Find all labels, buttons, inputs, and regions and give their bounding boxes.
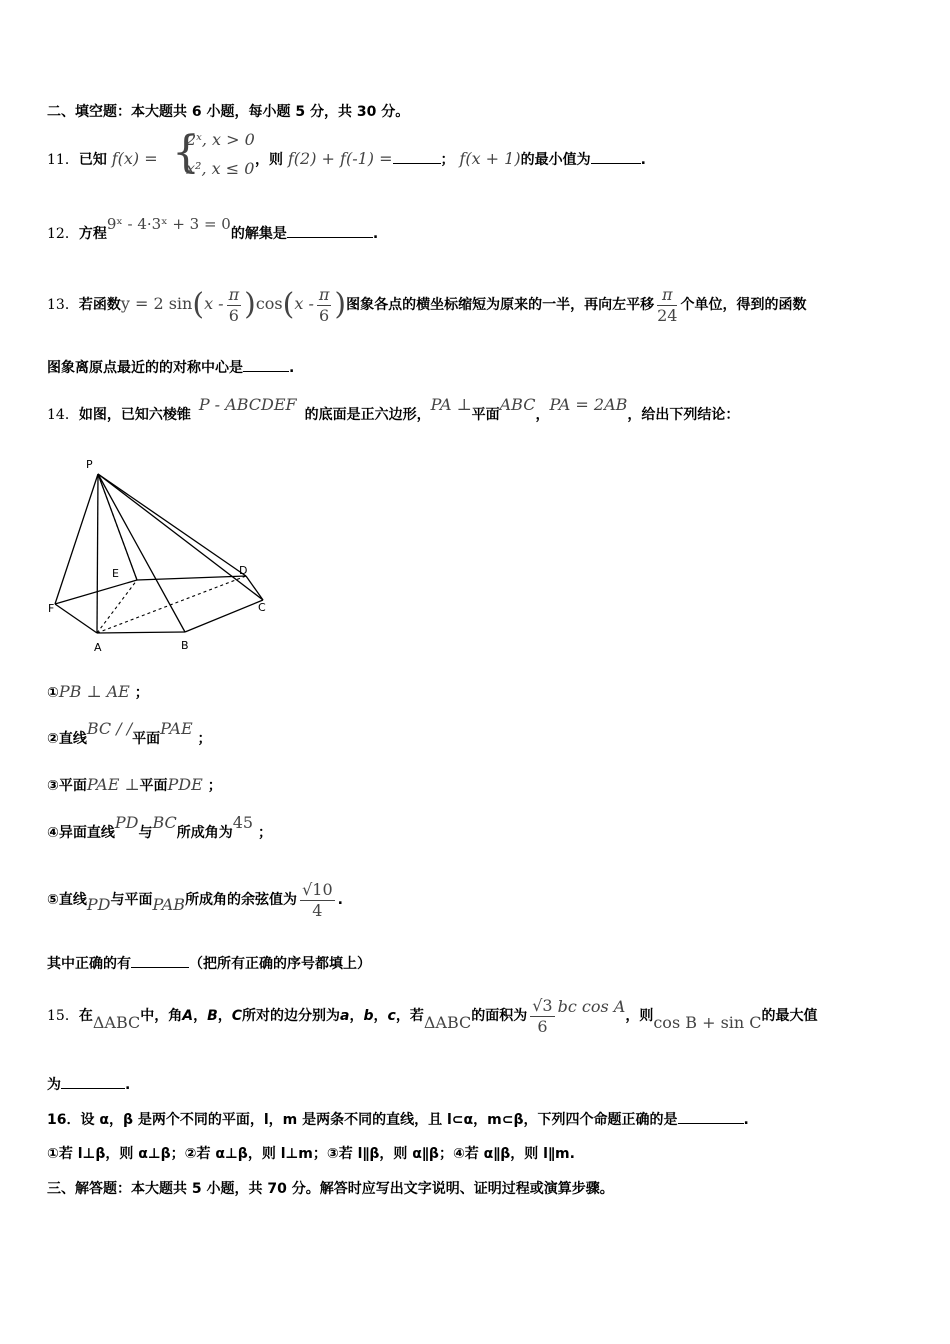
question-12: 12．方程9ˣ - 4·3ˣ + 3 = 0的解集是 . (47, 215, 379, 242)
area-fraction: $\frac{√3}{6}$ (532, 995, 553, 1036)
label-B: B (181, 639, 189, 652)
q11-post: 的最小值为 (520, 152, 591, 168)
label-F: F (48, 602, 55, 615)
q11-pre: 已知 (78, 152, 107, 168)
edge-ED (137, 576, 246, 580)
statement-1: ①PB ⊥ AE ； (47, 682, 149, 701)
label-P: P (86, 458, 93, 471)
question-16-options: ①若 l⊥β，则 α⊥β；②若 α⊥β，则 l⊥m；③若 l∥β，则 α∥β；④若 α∥β，则 l∥m. (47, 1146, 575, 1162)
cosine-fraction: $\frac{√10}{4}$ (302, 879, 333, 920)
answer-blank[interactable] (61, 1076, 125, 1089)
answer-blank[interactable] (243, 359, 289, 372)
edge-PC (98, 474, 263, 600)
edge-FA (55, 604, 97, 633)
section-2-heading: 二、填空题：本大题共 6 小题，每小题 5 分，共 30 分。 (47, 104, 410, 120)
question-15: 15．在ΔABC中，角A，B，C所对的边分别为a，b，c，若ΔABC的面积为 $\frac{√3}{6}$ bc cos A，则cos B + sin C的最大值 (47, 995, 818, 1036)
q11-case-1: 2ˣ, x > 0 (186, 130, 255, 149)
edge-AE-dashed (97, 580, 137, 633)
question-11 (47, 150, 158, 169)
answer-blank[interactable] (131, 955, 189, 968)
q12-equation: 9ˣ - 4·3ˣ + 3 = 0 (106, 215, 231, 233)
q13-shift-frac: $\frac{\pi}{24}$ (657, 284, 678, 325)
edge-FE (55, 580, 137, 604)
edge-PA (97, 474, 98, 633)
q11-mid: ，则 (255, 152, 283, 168)
q13-fn: y = 2 sin (120, 294, 193, 313)
label-A: A (94, 641, 102, 654)
label-C: C (258, 601, 266, 614)
question-13-line-2: 图象离原点最近的的对称中心是 . (47, 360, 295, 376)
statement-2: ②直线BC / /平面PAE ； (47, 719, 212, 747)
q11-brace: { (172, 127, 200, 178)
hexagonal-pyramid-figure (40, 452, 280, 662)
edge-BC (185, 600, 263, 632)
q11-case-2: x², x ≤ 0 (186, 159, 255, 178)
section-3-heading: 三、解答题：本大题共 5 小题，共 70 分。解答时应写出文字说明、证明过程或演算步骤。 (47, 1181, 614, 1197)
edge-PD (98, 474, 246, 576)
question-14-answer-line: 其中正确的有 （把所有正确的序号都填上） (47, 956, 371, 972)
edge-CD (246, 576, 263, 600)
q13-frac-2: $\frac{\pi}{6}$ (318, 284, 330, 325)
question-15-line-2: 为 . (47, 1077, 131, 1093)
question-14: 14．如图，已知六棱锥P - ABCDEF的底面是正六边形，PA ⊥平面ABC，PA = 2AB，给出下列结论： (47, 395, 740, 423)
answer-blank[interactable] (287, 225, 373, 238)
answer-blank[interactable] (678, 1111, 744, 1124)
label-E: E (112, 567, 119, 580)
q13-frac-1: $\frac{\pi}{6}$ (228, 284, 240, 325)
question-16: 16．设 α，β 是两个不同的平面，l，m 是两条不同的直线，且 l⊂α，m⊂β，下列四个命题正确的是 . (47, 1112, 749, 1128)
edge-AB (97, 632, 185, 633)
answer-blank[interactable] (393, 151, 441, 164)
q11-number: 11． (47, 152, 79, 168)
q11-expr1: f(2) + f(-1) = (287, 149, 393, 168)
question-13: 13．若函数y = 2 sin(x - $\frac{\pi}{6}$ )cos(x - $\frac{\pi}{6}$ )图象各点的横坐标缩短为原来的一半，再向左平移 $\frac{\pi}{24}$ 个单位，得到的函数 (47, 284, 807, 325)
statement-5: ⑤直线PD与平面PAB所成角的余弦值为 $\frac{√10}{4}$ . (47, 879, 343, 920)
answer-blank[interactable] (591, 151, 641, 164)
q11-rest: ，则 f(2) + f(-1) = ； f(x + 1)的最小值为 . (255, 149, 646, 168)
statement-3: ③平面PAE ⊥平面PDE ； (47, 775, 222, 794)
q14-pyramid: P - ABCDEF (198, 395, 297, 414)
edge-PF (55, 474, 98, 604)
statement-4: ④异面直线PD与BC所成角为45 ； (47, 813, 272, 841)
edge-PB (98, 474, 185, 632)
q12-number: 12． (47, 226, 79, 242)
q11-expr2: f(x + 1) (459, 149, 521, 168)
label-D: D (239, 564, 248, 577)
q11-fx: f(x) = (111, 149, 158, 168)
